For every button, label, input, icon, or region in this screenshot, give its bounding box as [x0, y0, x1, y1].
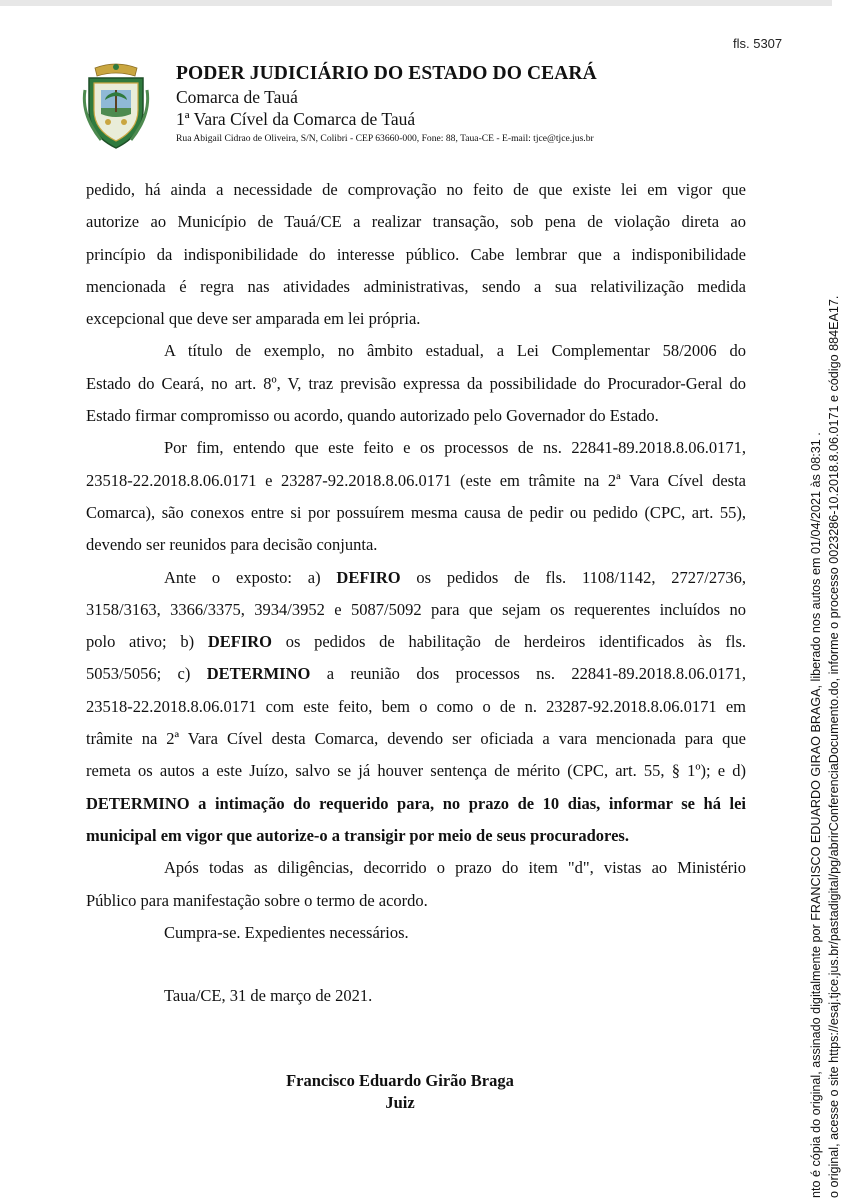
- text-line: Estado do Ceará, no art. 8º, V, traz previsão expressa da possibilidade do Procurador-Geral do: [86, 373, 746, 393]
- paragraph-1: [86, 174, 746, 335]
- page-number: fls. 5307: [733, 36, 783, 51]
- bold-defiro: DEFIRO: [336, 567, 401, 587]
- coat-of-arms-logo: [81, 60, 151, 150]
- stamp-line-2: o original, acesse o site https://esaj.tjce.jus.br/pastadigital/pg/abrirConferenciaDocumento.do, informe o processo 0023286-10.2018.8.06.0171 e código 884EA17.: [827, 295, 841, 1198]
- text-line: trâmite na 2ª Vara Cível desta Comarca, devendo ser oficiada a vara mencionada para que: [86, 729, 746, 749]
- paragraph-5: [86, 852, 746, 917]
- text-line: [86, 562, 746, 594]
- digital-signature-stamp: [782, 0, 841, 1200]
- signature-block: [200, 1070, 600, 1114]
- paragraph-4: [86, 562, 746, 853]
- text-line: Comarca), são conexos entre si por possuírem mesma causa de pedir ou pedido (CPC, art. 55),: [86, 502, 746, 522]
- stamp-line-1: nto é cópia do original, assinado digitalmente por FRANCISCO EDUARDO GIRAO BRAGA, liberado nos autos em 01/04/2021 às 08:31 .: [809, 432, 823, 1198]
- bold-defiro: DEFIRO: [207, 632, 272, 652]
- judge-role: Juiz: [385, 1093, 415, 1112]
- text-segment: 5053/5056; c): [86, 664, 207, 684]
- top-bar: [0, 0, 832, 6]
- text-line: A título de exemplo, no âmbito estadual, a Lei Complementar 58/2006 do: [164, 341, 746, 361]
- text-segment: polo ativo; b): [86, 632, 208, 652]
- text-segment: a reunião dos processos ns. 22841-89.2018.8.06.0171,: [310, 664, 746, 684]
- text-line: princípio da indisponibilidade do interesse público. Cabe lembrar que a indisponibilidade: [86, 244, 746, 264]
- text-line: 23518-22.2018.8.06.0171 e 23287-92.2018.8.06.0171 (este em trâmite na 2ª Vara Cível desta: [86, 470, 746, 490]
- text-line: [86, 626, 746, 658]
- court-title: PODER JUDICIÁRIO DO ESTADO DO CEARÁ: [176, 63, 597, 84]
- text-line: mencionada é regra nas atividades administrativas, sendo a sua relativilização medida: [86, 276, 746, 296]
- text-line: pedido, há ainda a necessidade de comprovação no feito de que existe lei em vigor que: [86, 180, 746, 199]
- text-line: Por fim, entendo que este feito e os processos de ns. 22841-89.2018.8.06.0171,: [164, 438, 746, 458]
- comarca-name: Comarca de Tauá: [176, 87, 298, 107]
- text-line: excepcional que deve ser amparada em lei própria.: [86, 309, 421, 329]
- judge-name: Francisco Eduardo Girão Braga: [286, 1071, 514, 1090]
- paragraph-2: [86, 335, 746, 432]
- text-line: [86, 658, 746, 690]
- text-line: Cumpra-se. Expedientes necessários.: [164, 922, 409, 942]
- text-line: Público para manifestação sobre o termo de acordo.: [86, 890, 428, 910]
- text-segment: Ante o exposto: a): [164, 567, 337, 587]
- letterhead: [176, 62, 597, 146]
- text-line: remeta os autos a este Juízo, salvo se já houver sentença de mérito (CPC, art. 55, § 1º); e d): [86, 761, 746, 781]
- decision-body: [86, 174, 746, 949]
- decision-date: Taua/CE, 31 de março de 2021.: [164, 986, 373, 1005]
- paragraph-3: [86, 432, 746, 561]
- text-segment: os pedidos de fls. 1108/1142, 2727/2736,: [400, 567, 746, 587]
- paragraph-6: [86, 917, 746, 949]
- bold-determino: DETERMINO: [206, 664, 311, 684]
- text-line: Após todas as diligências, decorrido o prazo do item "d", vistas ao Ministério: [164, 858, 746, 878]
- bold-text-line: municipal em vigor que autorize-o a transigir por meio de seus procuradores.: [86, 825, 629, 845]
- text-segment: os pedidos de habilitação de herdeiros identificados às fls.: [272, 632, 747, 652]
- text-line: autorize ao Município de Tauá/CE a realizar transação, sob pena de violação direta ao: [86, 212, 746, 232]
- text-line: 23518-22.2018.8.06.0171 com este feito, bem o como o de n. 23287-92.2018.8.06.0171 em: [86, 696, 746, 716]
- stamp-text: [807, 296, 843, 1198]
- bold-text-line: DETERMINO a intimação do requerido para, no prazo de 10 dias, informar se há lei: [86, 793, 746, 813]
- text-line: devendo ser reunidos para decisão conjunta.: [86, 535, 378, 555]
- text-line: Estado firmar compromisso ou acordo, quando autorizado pelo Governador do Estado.: [86, 406, 659, 426]
- vara-name: 1ª Vara Cível da Comarca de Tauá: [176, 109, 416, 129]
- court-address: Rua Abigail Cidrao de Oliveira, S/N, Colibri - CEP 63660-000, Fone: 88, Taua-CE - E-mail: tjce@tjce.jus.br: [176, 133, 594, 144]
- text-line: 3158/3163, 3366/3375, 3934/3952 e 5087/5092 para que sejam os requerentes incluídos no: [86, 599, 746, 619]
